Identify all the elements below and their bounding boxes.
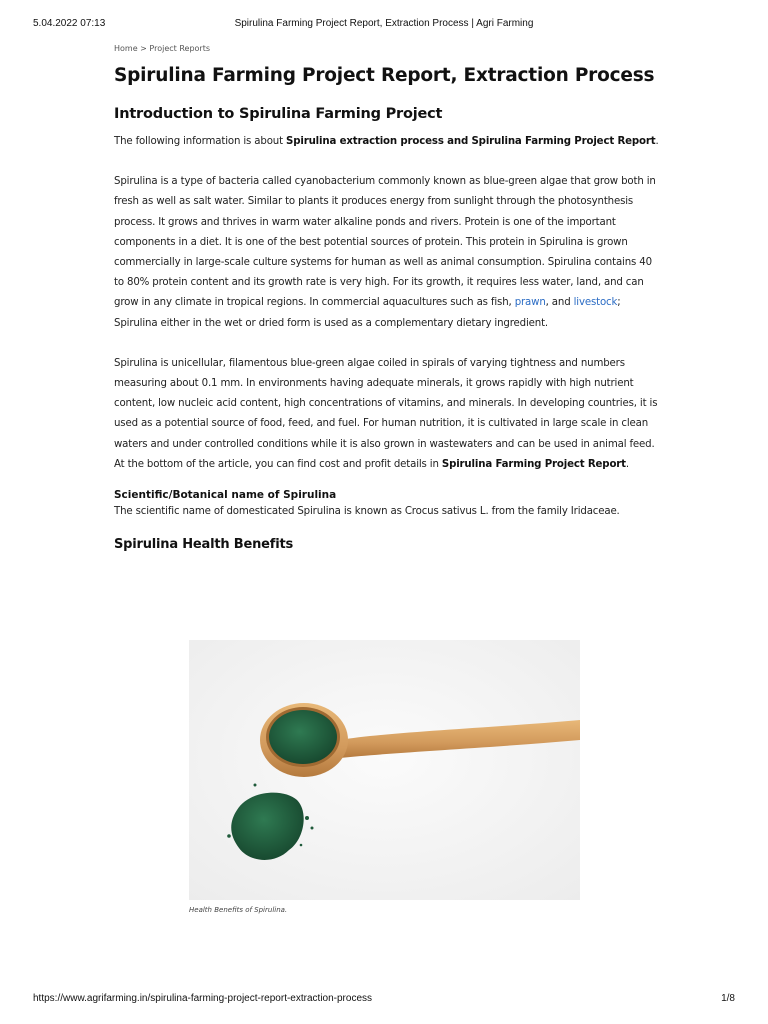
scientific-name-heading: Scientific/Botanical name of Spirulina <box>114 489 337 502</box>
description-text: Spirulina is a type of bacteria called cyanobacterium commonly known as blue-green algae that grow both in fresh as well as salt water. Similar to plants it produces energy from sunlight through the photosynthesis process. It grows and thrives in warm water alkaline ponds and rivers. Protein is one of the important components in a diet. It is one of the best potential sources of protein. This protein in Spirulina is grown commercially in large-scale culture systems for human as well as animal consumption. Spirulina contains 40 to 80% protein content and its growth rate is very high. For its growth, it requires less water, land, and can grow in any climate in tropical regions. In commercial aquacultures such as fish, <box>114 176 656 309</box>
print-date: 5.04.2022 07:13 <box>33 18 106 29</box>
figure-caption: Health Benefits of Spirulina. <box>189 906 288 914</box>
spirulina-spoon-image <box>189 640 580 900</box>
article-title: Spirulina Farming Project Report, Extraction Process <box>114 65 655 86</box>
description-mid: , and <box>545 297 574 309</box>
details-bold-text: Spirulina Farming Project Report <box>441 458 626 470</box>
breadcrumb-project-reports-link[interactable]: Project Reports <box>149 44 211 53</box>
breadcrumb-home-link[interactable]: Home <box>114 44 138 53</box>
description-paragraph <box>114 172 659 334</box>
intro-end: . <box>655 136 659 147</box>
livestock-link[interactable]: livestock <box>573 297 618 309</box>
print-document-title: Spirulina Farming Project Report, Extraction Process | Agri Farming <box>234 18 534 29</box>
intro-paragraph <box>114 132 659 152</box>
intro-bold-text: Spirulina extraction process and Spirulina Farming Project Report <box>286 136 656 147</box>
intro-text: The following information is about <box>114 136 287 147</box>
intro-heading: Introduction to Spirulina Farming Project <box>114 106 443 122</box>
breadcrumb-separator: > <box>137 44 150 53</box>
health-benefits-heading: Spirulina Health Benefits <box>114 537 294 553</box>
details-end: . <box>625 458 629 470</box>
details-text: Spirulina is unicellular, filamentous blue-green algae coiled in spirals of varying tightness and numbers measuring about 0.1 mm. In environments having adequate minerals, it grows rapidly with high nutrient content, low nucleic acid content, high concentrations of vitamins, and minerals. In developing countries, it is used as a potential source of food, feed, and fuel. For human nutrition, it is cultivated in large scale in clean waters and under controlled conditions while it is also grown in wastewaters and can be used in animal feed. At the bottom of the article, you can find cost and profit details in <box>114 357 658 470</box>
scientific-name-text: The scientific name of domesticated Spirulina is known as Crocus sativus L. from the family Iridaceae. <box>114 506 620 518</box>
article-content <box>114 44 659 914</box>
details-paragraph <box>114 354 659 475</box>
description-end: ; Spirulina either in the wet or dried form is used as a complementary dietary ingredient. <box>114 297 621 329</box>
print-url: https://www.agrifarming.in/spirulina-farming-project-report-extraction-process <box>33 993 373 1004</box>
breadcrumb <box>114 44 659 53</box>
spirulina-illustration <box>189 640 580 900</box>
print-page-number: 1/8 <box>721 993 735 1004</box>
prawn-link[interactable]: prawn <box>514 297 546 309</box>
